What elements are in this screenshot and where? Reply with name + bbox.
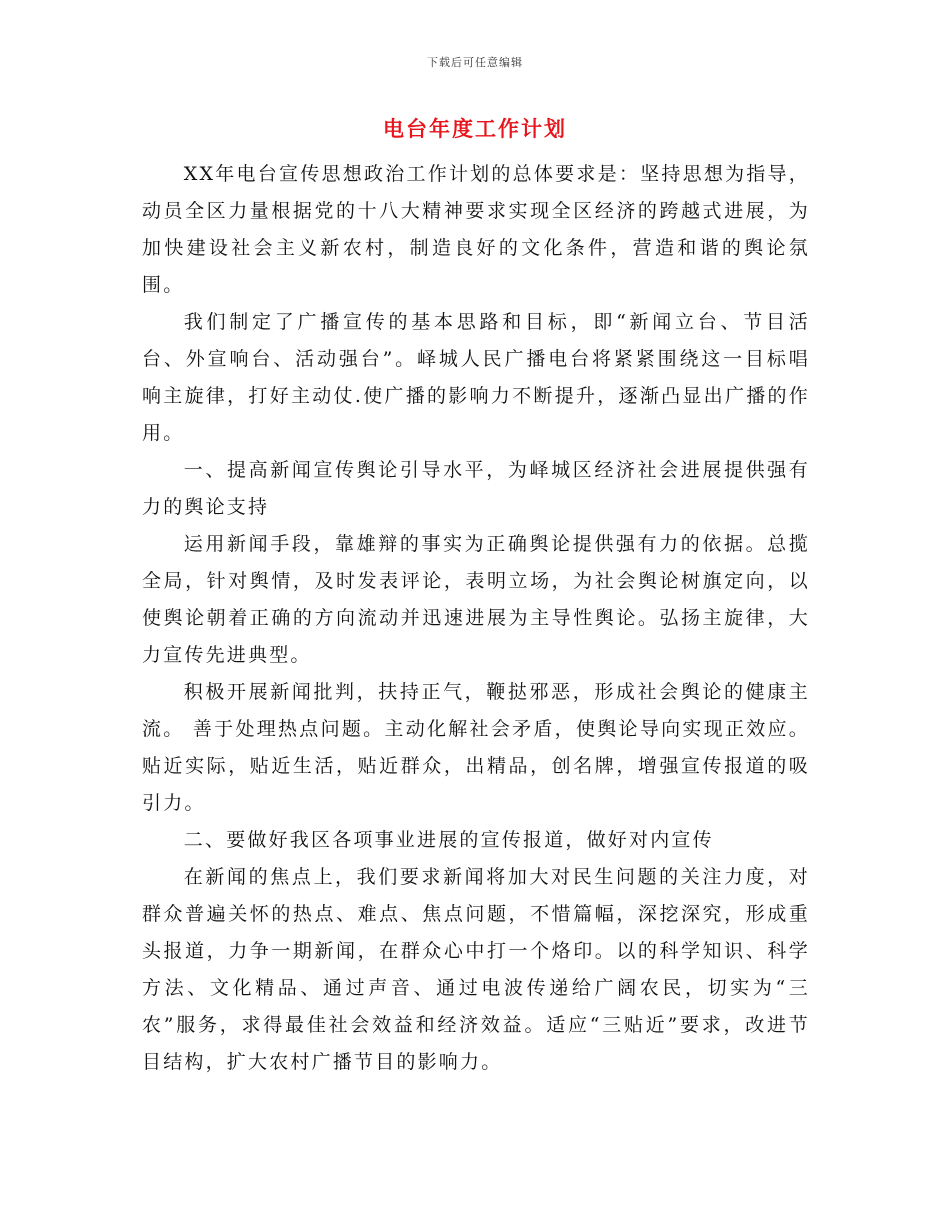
paragraph-goals: 我们制定了广播宣传的基本思路和目标，即“新闻立台、节目活台、外宣响台、活动强台”。峄城人民广播电台将紧紧围绕这一目标唱响主旋律，打好主动仗.使广播的影响力不断提升，逐渐凸显出广播的作用。 [142, 311, 810, 444]
header-note: 下载后可任意编辑 [427, 56, 523, 69]
paragraph-news-criticism: 积极开展新闻批判，扶持正气，鞭挞邪恶，形成社会舆论的健康主流。 善于处理热点问题。主动化解社会矛盾，使舆论导向实现正效应。贴近实际，贴近生活，贴近群众，出精品，创名牌，增强宣传报道的吸引力。 [142, 681, 810, 814]
document-title: 电台年度工作计划 [383, 116, 567, 141]
document-body [142, 156, 810, 1081]
paragraph-news-means: 运用新闻手段，靠雄辩的事实为正确舆论提供强有力的依据。总揽全局，针对舆情，及时发表评论，表明立场，为社会舆论树旗定向，以使舆论朝着正确的方向流动并迅速进展为主导性舆论。弘扬主旋律，大力宣传先进典型。 [142, 533, 810, 666]
section-heading-1: 一、提高新闻宣传舆论引导水平，为峄城区经济社会进展提供强有力的舆论支持 [142, 459, 810, 518]
paragraph-news-focus: 在新闻的焦点上，我们要求新闻将加大对民生问题的关注力度，对群众普遍关怀的热点、难点、焦点问题，不惜篇幅，深挖深究，形成重头报道，力争一期新闻，在群众心中打一个烙印。以的科学知识、科学方法、文化精品、通过声音、通过电波传递给广阔农民，切实为“三农”服务，求得最佳社会效益和经济效益。适应“三贴近”要求，改进节目结构，扩大农村广播节目的影响力。 [142, 866, 810, 1073]
paragraph-intro: XX年电台宣传思想政治工作计划的总体要求是：坚持思想为指导，动员全区力量根据党的十八大精神要求实现全区经济的跨越式进展，为加快建设社会主义新农村，制造良好的文化条件，营造和谐的舆论氛围。 [142, 163, 810, 296]
section-heading-2: 二、要做好我区各项事业进展的宣传报道，做好对内宣传 [183, 829, 714, 851]
